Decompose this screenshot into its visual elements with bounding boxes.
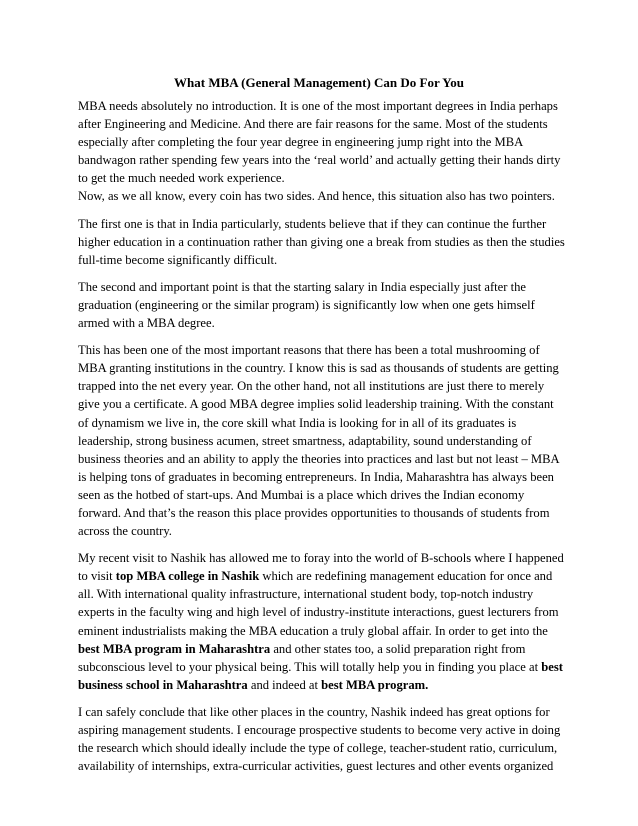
text-run: seen as the hotbed of start-ups. And Mumbai is a place which drives the Indian economy: [78, 487, 525, 502]
text-line: [78, 504, 578, 522]
text-line: [78, 522, 578, 540]
text-run: is helping tons of graduates in becoming entrepreneurs. In India, Maharashtra has always been: [78, 469, 554, 484]
text-line: [78, 359, 578, 377]
text-line: [78, 341, 578, 359]
text-line: [78, 233, 578, 251]
paragraph: [78, 97, 578, 206]
paragraph: [78, 703, 578, 775]
text-line: [78, 450, 578, 468]
text-line: [78, 640, 578, 658]
text-run: to visit: [78, 569, 116, 584]
text-run: business theories and an ability to apply the theories into practices and last but not least – MBA: [78, 451, 560, 466]
text-run: I can safely conclude that like other places in the country, Nashik indeed has great options for: [78, 704, 550, 719]
text-run: subconscious level to your physical being. This will totally help you in finding you place at: [78, 659, 542, 674]
text-run: and other states too, a solid preparation right from: [270, 641, 526, 656]
text-run: full-time become significantly difficult.: [78, 252, 278, 267]
text-run: The first one is that in India particularly, students believe that if they can continue the further: [78, 216, 547, 231]
text-run: experts in the faculty wing and high level of industry-institute interactions, guest lecturers from: [78, 605, 559, 620]
text-line: [78, 549, 578, 567]
text-run: to get the much needed work experience.: [78, 171, 285, 186]
text-run: MBA needs absolutely no introduction. It is one of the most important degrees in India perhaps: [78, 99, 558, 113]
text-line: [78, 395, 578, 413]
text-line: [78, 585, 578, 603]
text-line: [78, 658, 578, 676]
text-line: [78, 721, 578, 739]
paragraph: [78, 549, 578, 694]
text-run: armed with a MBA degree.: [78, 316, 215, 331]
text-line: [78, 278, 578, 296]
text-line: [78, 133, 578, 151]
text-run: availability of internships, extra-curricular activities, guest lectures and other events organized: [78, 759, 554, 774]
text-run: forward. And that’s the reason this place provides opportunities to thousands of students from: [78, 505, 550, 520]
text-run: trapped into the net every year. On the other hand, not all institutions are just there to merely: [78, 379, 545, 394]
bold-text-run: best MBA program in Maharashtra: [78, 641, 271, 656]
text-run: which are redefining management education for once and: [259, 569, 553, 584]
text-run: and indeed at: [247, 677, 322, 692]
text-line: [78, 314, 578, 332]
text-run: especially after completing the four year degree in engineering jump right into the MBA: [78, 135, 524, 150]
text-run: The second and important point is that the starting salary in India especially just after the: [78, 279, 527, 294]
bold-text-run: business school in Maharashtra: [78, 677, 248, 692]
text-run: My recent visit to Nashik has allowed me to foray into the world of B-schools where I happened: [78, 551, 564, 566]
text-run: Now, as we all know, every coin has two sides. And hence, this situation also has two pointers.: [78, 189, 555, 204]
paragraph: [78, 341, 578, 540]
text-run: across the country.: [78, 524, 172, 539]
text-run: after Engineering and Medicine. And there are fair reasons for the same. Most of the students: [78, 117, 548, 132]
text-line: [78, 151, 578, 169]
text-line: [78, 215, 578, 233]
text-line: [78, 486, 578, 504]
text-line: [78, 739, 578, 757]
bold-text-run: top MBA college in Nashik: [115, 569, 260, 584]
text-line: [78, 432, 578, 450]
text-run: MBA granting institutions in the country. I know this is sad as thousands of students are getting: [78, 361, 559, 376]
text-run: give you a certificate. A good MBA degree implies solid leadership training. With the constant: [78, 397, 554, 412]
text-line: [78, 567, 578, 585]
text-line: [78, 187, 578, 205]
document-body: [78, 97, 578, 784]
text-line: [78, 169, 578, 187]
text-line: [78, 414, 578, 432]
text-line: [78, 377, 578, 395]
text-run: all. With international quality infrastructure, international student body, top-notch industry: [78, 587, 534, 602]
bold-text-run: best: [541, 659, 563, 674]
text-line: [78, 97, 578, 115]
text-line: [78, 115, 578, 133]
document-title: What MBA (General Management) Can Do For You: [174, 75, 464, 90]
text-run: graduation (engineering or the similar program) is significantly low when one gets himself: [78, 297, 535, 312]
text-line: [78, 676, 578, 694]
text-line: [78, 296, 578, 314]
text-run: of dynamism we live in, the core skill what India is looking for in all of its graduates is: [78, 415, 517, 430]
text-run: eminent industrialists making the MBA education a truly global affair. In order to get into the: [78, 623, 548, 638]
text-run: higher education in a continuation rather than giving one a break from studies as then the studies: [78, 234, 565, 249]
text-line: [78, 622, 578, 640]
text-line: [78, 603, 578, 621]
text-run: bandwagon rather spending few years into the ‘real world’ and actually getting their hands dirty: [78, 153, 561, 168]
text-line: [78, 757, 578, 775]
text-run: the research which should ideally include the type of college, teacher-student ratio, curriculum,: [78, 741, 558, 756]
text-line: [78, 468, 578, 486]
text-run: leadership, strong business acumen, street smartness, adaptability, sound understanding of: [78, 433, 532, 448]
paragraph: [78, 278, 578, 332]
bold-text-run: best MBA program.: [321, 677, 429, 692]
text-run: This has been one of the most important reasons that there has been a total mushrooming of: [78, 343, 540, 358]
text-line: [78, 251, 578, 269]
text-line: [78, 703, 578, 721]
text-run: aspiring management students. I encourage prospective students to become very active in doing: [78, 723, 561, 737]
paragraph: [78, 215, 578, 269]
